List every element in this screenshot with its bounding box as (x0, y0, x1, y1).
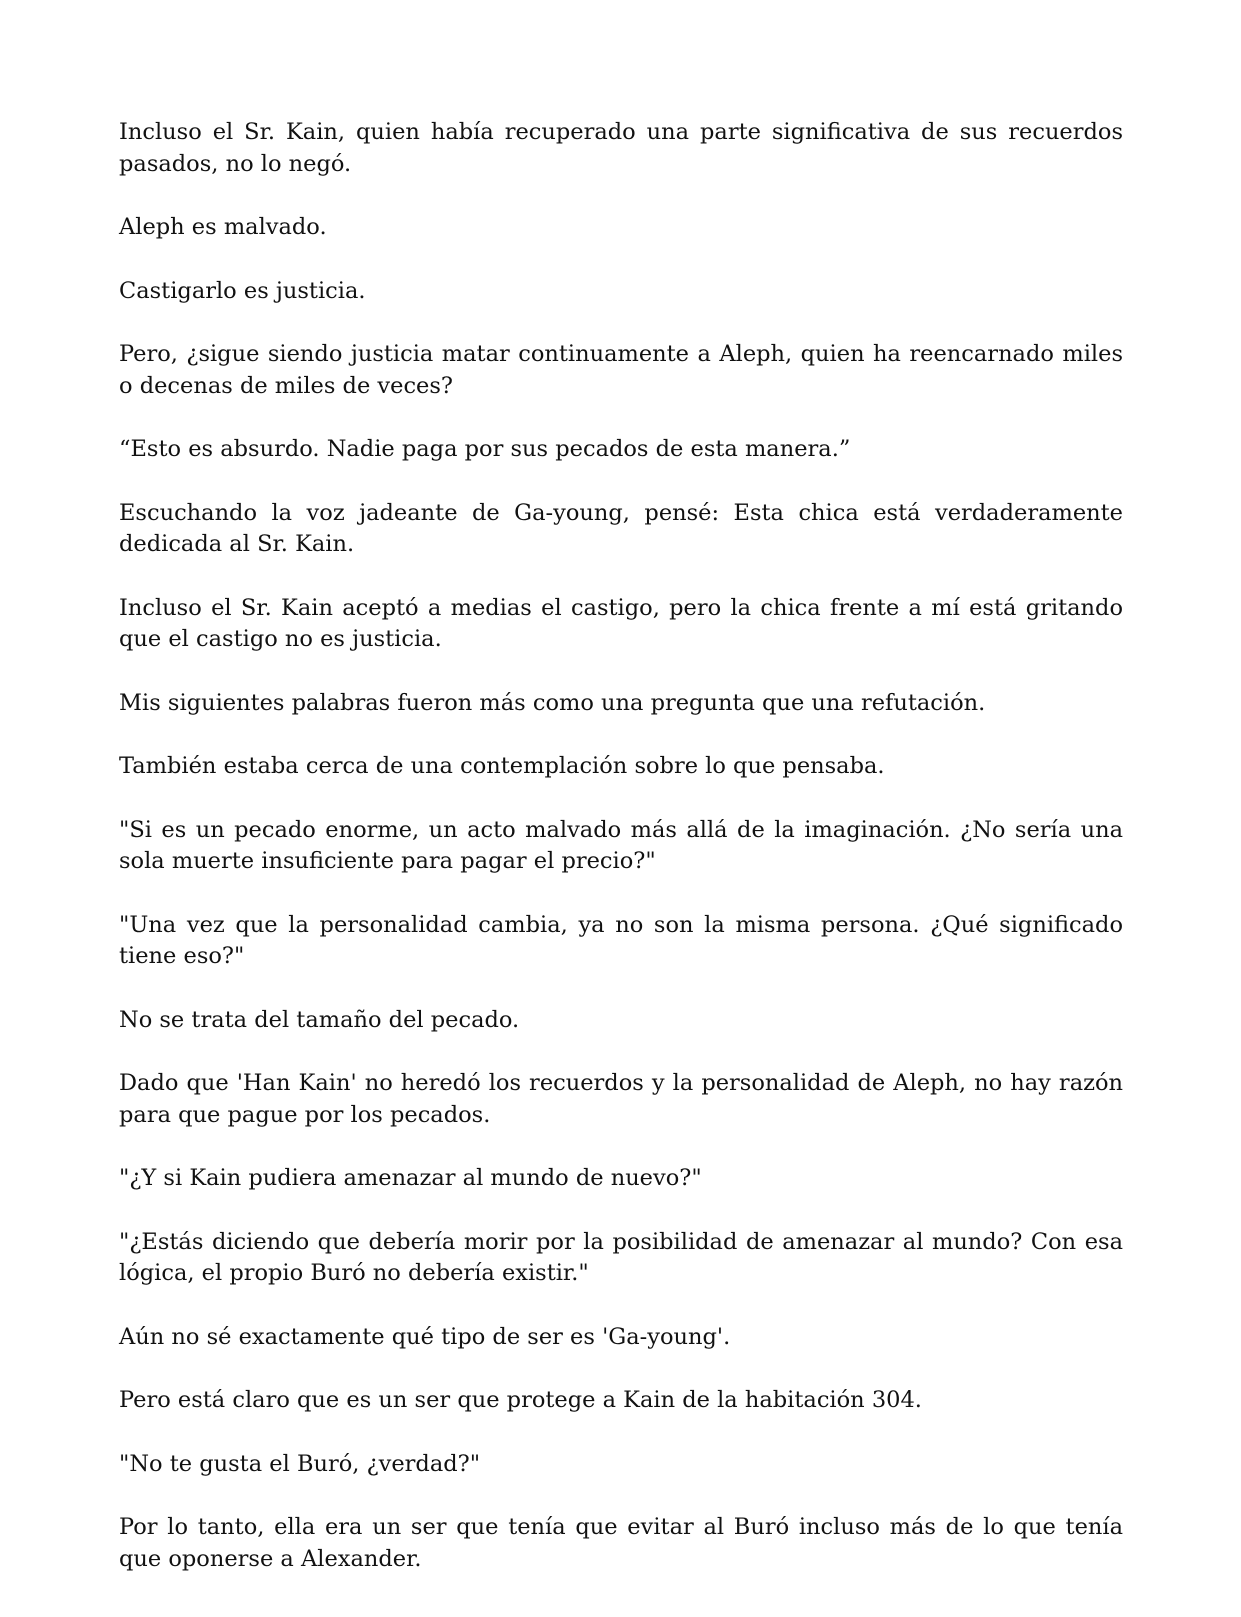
paragraph-7: Incluso el Sr. Kain aceptó a medias el castigo, pero la chica frente a mí está gritando que el castigo no es justicia. (119, 594, 1123, 652)
paragraph-15: "¿Estás diciendo que debería morir por la posibilidad de amenazar al mundo? Con esa lógica, el propio Buró no debería existir." (119, 1228, 1123, 1286)
paragraph-13: Dado que 'Han Kain' no heredó los recuerdos y la personalidad de Aleph, no hay razón para que pague por los pecados. (119, 1070, 1123, 1128)
paragraph-10: "Si es un pecado enorme, un acto malvado más allá de la imaginación. ¿No sería una sola muerte insuficiente para pagar el precio?" (119, 816, 1123, 874)
paragraph-18: "No te gusta el Buró, ¿verdad?" (119, 1450, 481, 1477)
paragraph-17: Pero está claro que es un ser que protege a Kain de la habitación 304. (119, 1387, 922, 1413)
paragraph-3: Castigarlo es justicia. (119, 277, 366, 304)
paragraph-12: No se trata del tamaño del pecado. (119, 1006, 520, 1033)
paragraph-16: Aún no sé exactamente qué tipo de ser es 'Ga-young'. (119, 1323, 731, 1350)
paragraph-6: Escuchando la voz jadeante de Ga-young, pensé: Esta chica está verdaderamente dedicada al Sr. Kain. (119, 499, 1123, 557)
paragraph-19: Por lo tanto, ella era un ser que tenía que evitar al Buró incluso más de lo que tenía que oponerse a Alexander. (119, 1514, 1123, 1572)
paragraph-5: “Esto es absurdo. Nadie paga por sus pecados de esta manera.” (119, 436, 851, 462)
paragraph-8: Mis siguientes palabras fueron más como una pregunta que una refutación. (119, 689, 986, 716)
paragraph-9: También estaba cerca de una contemplación sobre lo que pensaba. (119, 753, 885, 779)
paragraph-4: Pero, ¿sigue siendo justicia matar continuamente a Aleph, quien ha reencarnado miles o decenas de miles de veces? (119, 341, 1123, 399)
paragraph-2: Aleph es malvado. (119, 214, 327, 240)
document-page (119, 117, 1123, 1575)
paragraph-11: "Una vez que la personalidad cambia, ya no son la misma persona. ¿Qué significado tiene eso?" (119, 911, 1123, 969)
paragraph-1: Incluso el Sr. Kain, quien había recuperado una parte significativa de sus recuerdos pasados, no lo negó. (119, 119, 1123, 177)
paragraph-14: "¿Y si Kain pudiera amenazar al mundo de nuevo?" (119, 1165, 702, 1191)
